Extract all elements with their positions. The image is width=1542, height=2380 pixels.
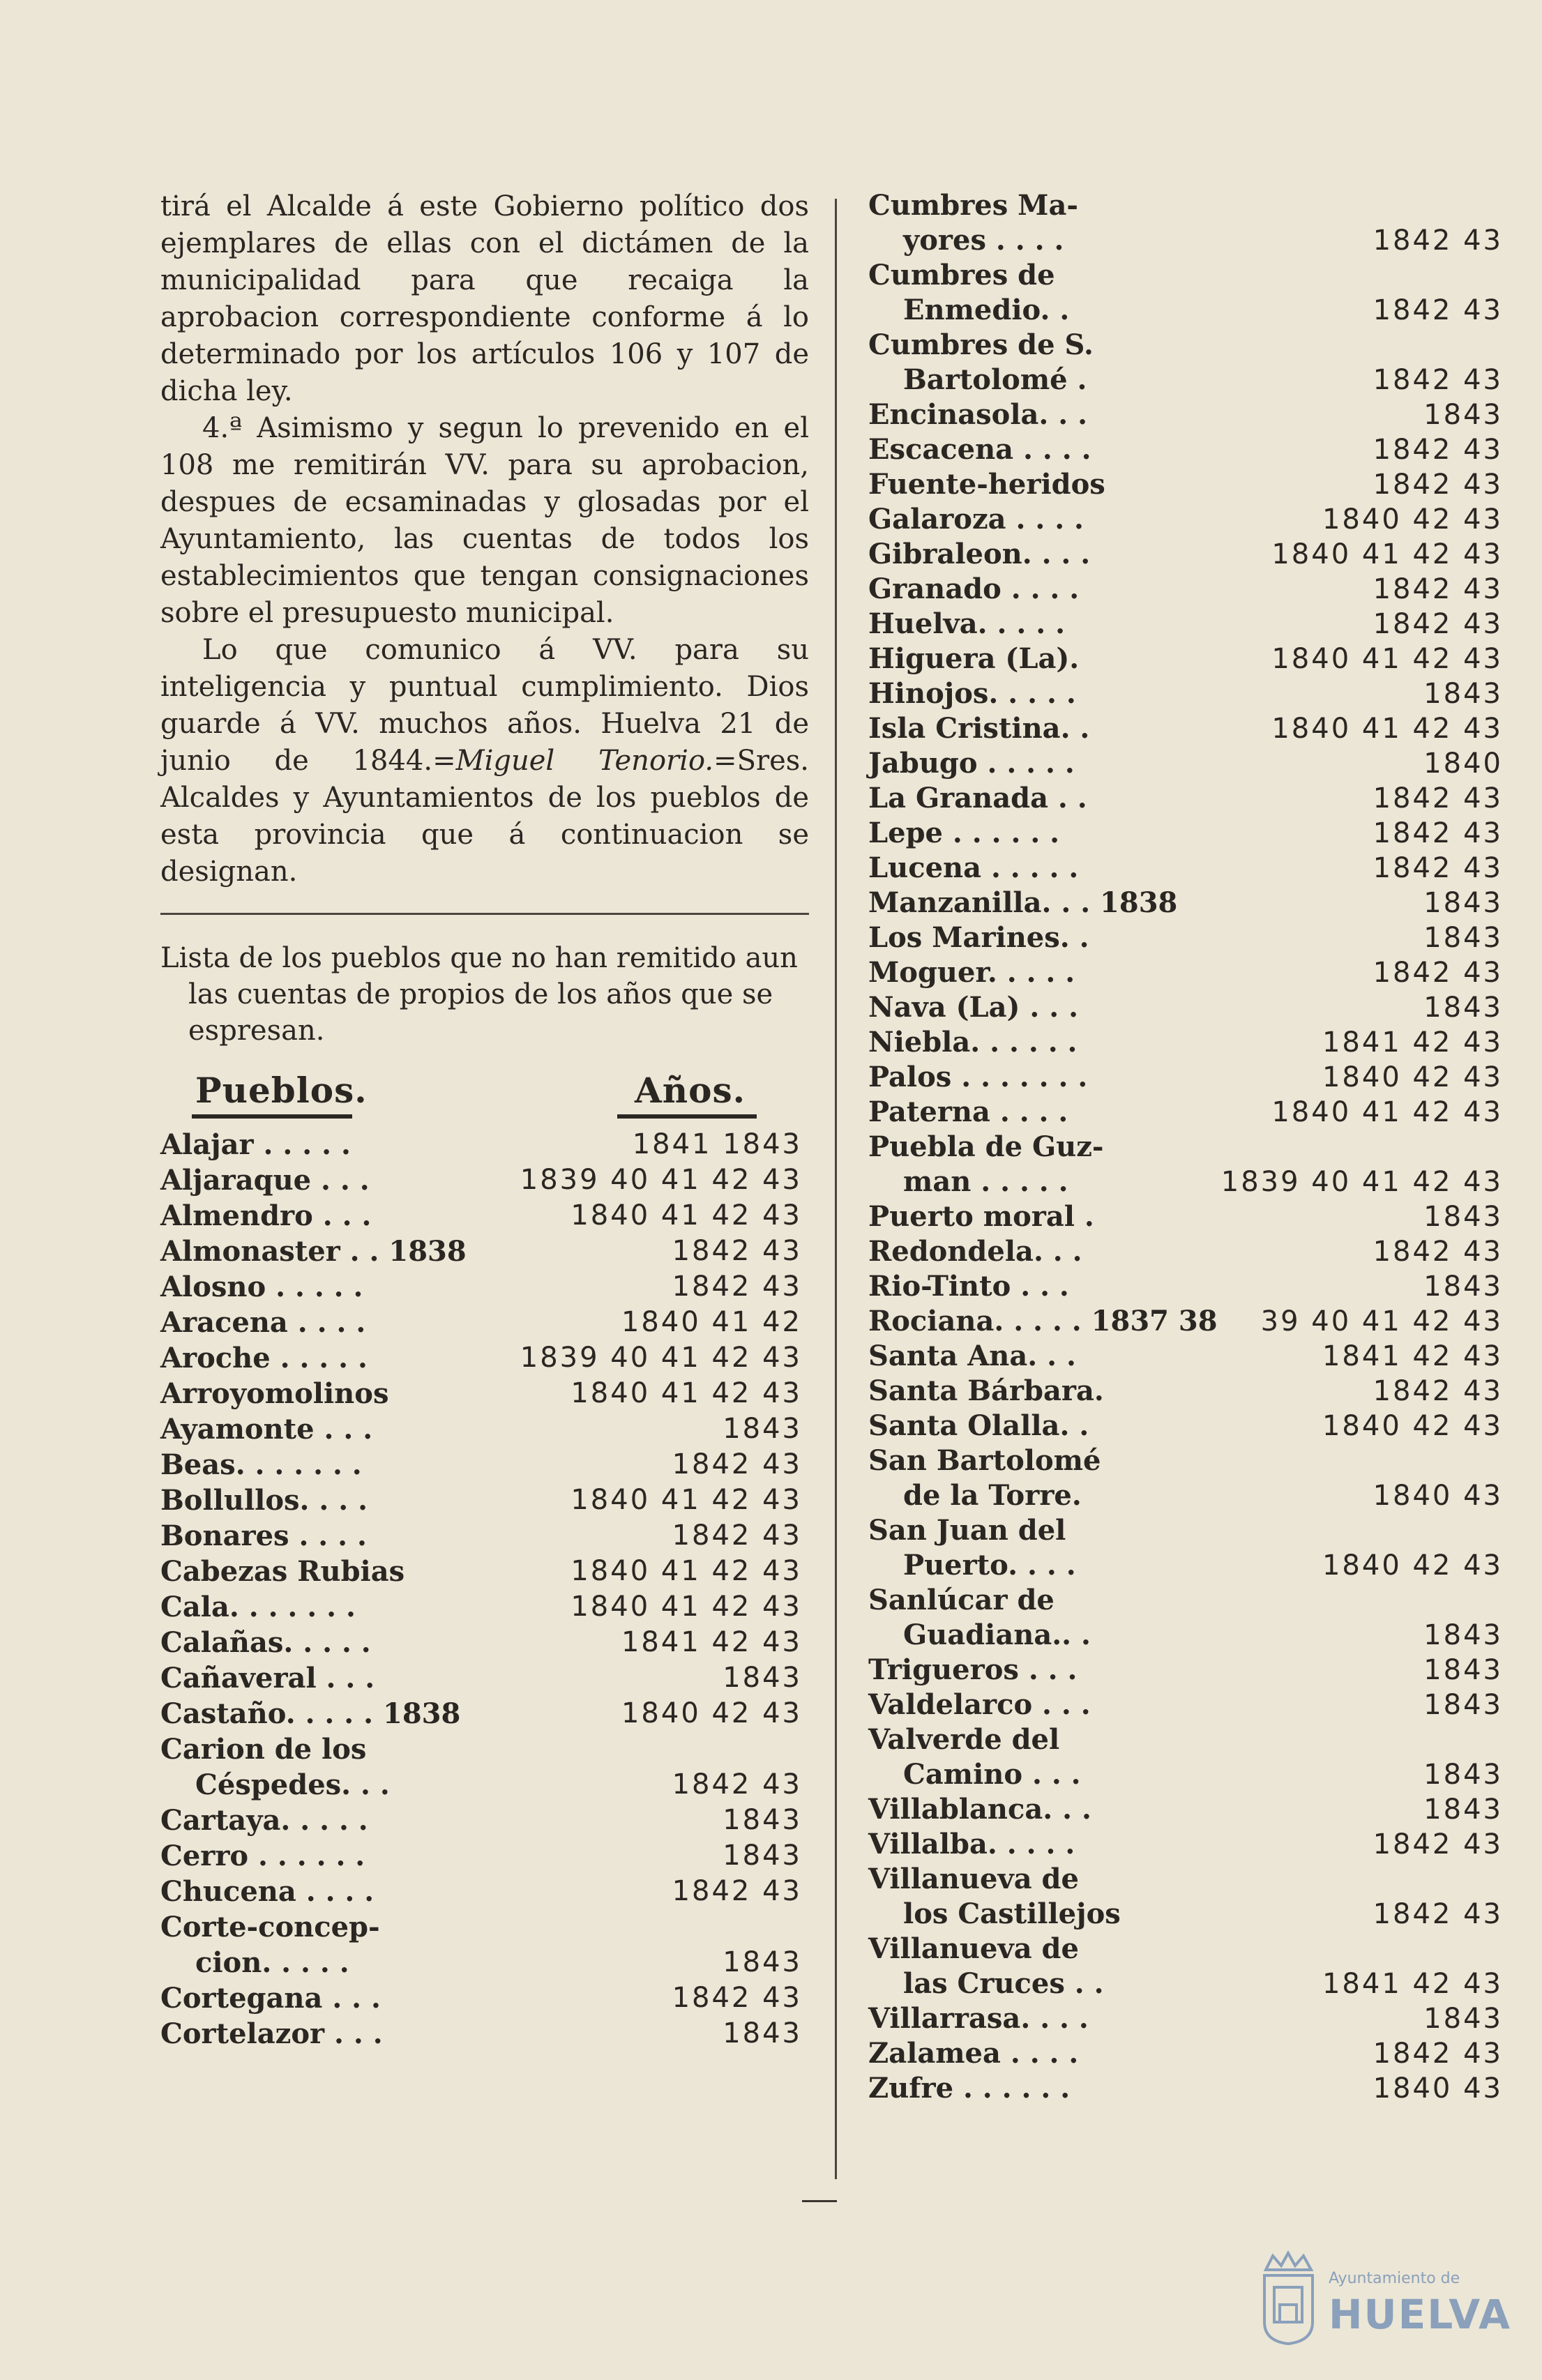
town-name: Rociana. . . . . 1837 38 bbox=[868, 1305, 1218, 1337]
table-row bbox=[868, 572, 1510, 607]
town-name: Villanueva de bbox=[868, 1863, 1079, 1895]
missing-years: 1842 43 bbox=[1373, 434, 1503, 466]
missing-years: 1840 43 bbox=[1373, 1480, 1503, 1512]
missing-years: 1843 bbox=[723, 1804, 802, 1836]
town-name: Ayamonte . . . bbox=[160, 1413, 373, 1446]
table-row bbox=[868, 502, 1510, 537]
missing-years: 1842 43 bbox=[672, 1768, 802, 1801]
town-name: Castaño. . . . . 1838 bbox=[160, 1697, 461, 1730]
table-row bbox=[160, 1980, 809, 2016]
missing-years: 1843 bbox=[1423, 399, 1503, 431]
missing-years: 1840 42 43 bbox=[1322, 1410, 1503, 1442]
table-row bbox=[868, 1339, 1510, 1374]
missing-years: 1842 43 bbox=[1373, 573, 1503, 605]
right-town-list bbox=[868, 188, 1510, 2106]
table-row bbox=[160, 1589, 809, 1625]
town-name: Alajar . . . . . bbox=[160, 1128, 351, 1161]
paragraph-3 bbox=[160, 632, 809, 890]
missing-years: 39 40 41 42 43 bbox=[1260, 1305, 1503, 1337]
town-name: Villalba. . . . . bbox=[868, 1828, 1075, 1860]
missing-years: 1843 bbox=[1423, 1759, 1503, 1791]
town-name: Encinasola. . . bbox=[868, 398, 1088, 431]
missing-years: 1843 bbox=[723, 1413, 802, 1445]
town-name: Puerto moral . bbox=[868, 1200, 1094, 1233]
table-row bbox=[868, 1618, 1510, 1653]
town-name: Valdelarco . . . bbox=[868, 1688, 1091, 1721]
town-name: Aljaraque . . . bbox=[160, 1164, 370, 1197]
table-row bbox=[160, 1803, 809, 1838]
table-row bbox=[868, 1757, 1510, 1792]
missing-years: 1839 40 41 42 43 bbox=[520, 1342, 802, 1374]
town-name: Zalamea . . . . bbox=[868, 2037, 1079, 2070]
table-row bbox=[868, 1548, 1510, 1583]
missing-years: 1843 bbox=[1423, 2003, 1503, 2035]
town-name: Aroche . . . . . bbox=[160, 1342, 368, 1374]
missing-years: 1842 43 bbox=[1373, 469, 1503, 501]
town-name: Galaroza . . . . bbox=[868, 503, 1084, 536]
missing-years: 1843 bbox=[1423, 1271, 1503, 1303]
missing-years: 1842 43 bbox=[1373, 1828, 1503, 1860]
missing-years: 1843 bbox=[723, 1946, 802, 1978]
missing-years: 1840 42 43 bbox=[1322, 1549, 1503, 1582]
town-name: Cañaveral . . . bbox=[160, 1662, 375, 1695]
table-row bbox=[868, 1722, 1510, 1757]
missing-years: 1840 41 42 43 bbox=[570, 1555, 802, 1587]
table-row bbox=[160, 1162, 809, 1198]
table-row bbox=[868, 676, 1510, 711]
header-anos-underline bbox=[617, 1114, 757, 1119]
missing-years: 1840 43 bbox=[1373, 2072, 1503, 2105]
missing-years: 1842 43 bbox=[1373, 1898, 1503, 1930]
town-name: man . . . . . bbox=[903, 1165, 1068, 1198]
missing-years: 1843 bbox=[1423, 1794, 1503, 1826]
closing-text: =Sres. Alcaldes y Ayuntamientos de los pueblos de esta provincia que á continuacion se designan. bbox=[160, 745, 809, 888]
missing-years: 1840 42 43 bbox=[1322, 1061, 1503, 1093]
table-row bbox=[868, 328, 1510, 363]
town-name: Trigueros . . . bbox=[868, 1653, 1078, 1686]
table-header bbox=[160, 1056, 809, 1119]
town-name: Calañas. . . . . bbox=[160, 1626, 371, 1659]
table-row bbox=[868, 1304, 1510, 1339]
town-name: Rio-Tinto . . . bbox=[868, 1270, 1069, 1303]
paragraph-3-text: Lo que comunico á VV. para su inteligencia y puntual cumplimiento. Dios guarde á VV. muchos años. Huelva 21 de junio de 1844.= bbox=[160, 634, 809, 777]
town-name: San Juan del bbox=[868, 1514, 1066, 1547]
table-row bbox=[868, 363, 1510, 397]
table-row bbox=[868, 223, 1510, 258]
table-row bbox=[160, 1660, 809, 1696]
missing-years: 1840 42 43 bbox=[621, 1697, 802, 1729]
missing-years: 1842 43 bbox=[1373, 294, 1503, 326]
town-name: Aracena . . . . bbox=[160, 1306, 366, 1339]
table-row bbox=[868, 1234, 1510, 1269]
town-name: Palos . . . . . . . bbox=[868, 1061, 1088, 1093]
town-name: Puerto. . . . bbox=[903, 1549, 1076, 1582]
town-name: La Granada . . bbox=[868, 782, 1087, 814]
town-name: Puebla de Guz- bbox=[868, 1130, 1104, 1163]
town-name: San Bartolomé bbox=[868, 1444, 1101, 1477]
missing-years: 1843 bbox=[1423, 678, 1503, 710]
table-row bbox=[868, 188, 1510, 223]
table-row bbox=[868, 1688, 1510, 1722]
table-row bbox=[160, 1696, 809, 1731]
town-name: Lepe . . . . . . bbox=[868, 817, 1060, 849]
table-row bbox=[868, 990, 1510, 1025]
town-name: Bonares . . . . bbox=[160, 1519, 367, 1552]
town-name: Carion de los bbox=[160, 1733, 367, 1766]
town-name: cion. . . . . bbox=[195, 1946, 349, 1979]
missing-years: 1842 43 bbox=[1373, 817, 1503, 849]
town-name: Villanueva de bbox=[868, 1932, 1079, 1965]
archive-watermark bbox=[1259, 2242, 1512, 2357]
table-row bbox=[160, 1874, 809, 1909]
table-row bbox=[868, 1095, 1510, 1130]
town-name: Cartaya. . . . . bbox=[160, 1804, 368, 1837]
town-name: Alosno . . . . . bbox=[160, 1271, 363, 1303]
missing-years: 1841 42 43 bbox=[1322, 1026, 1503, 1059]
missing-years: 1841 1843 bbox=[632, 1128, 802, 1160]
table-row bbox=[868, 2001, 1510, 2036]
town-name: las Cruces . . bbox=[903, 1967, 1104, 2000]
missing-years: 1840 bbox=[1423, 748, 1503, 780]
town-name: Santa Bárbara. bbox=[868, 1374, 1104, 1407]
town-name: Moguer. . . . . bbox=[868, 956, 1075, 989]
town-name: Los Marines. . bbox=[868, 921, 1089, 954]
town-name: yores . . . . bbox=[903, 224, 1064, 257]
paragraph-2 bbox=[160, 410, 809, 632]
column-divider bbox=[835, 199, 837, 2179]
town-name: Sanlúcar de bbox=[868, 1584, 1055, 1616]
table-row bbox=[160, 1625, 809, 1660]
missing-years: 1839 40 41 42 43 bbox=[520, 1164, 802, 1196]
town-name: Manzanilla. . . 1838 bbox=[868, 886, 1178, 919]
town-name: Bollullos. . . . bbox=[160, 1484, 368, 1517]
table-row bbox=[868, 432, 1510, 467]
town-name: Redondela. . . bbox=[868, 1235, 1082, 1268]
missing-years: 1840 41 42 43 bbox=[570, 1377, 802, 1409]
town-name: Camino . . . bbox=[903, 1758, 1081, 1791]
table-row bbox=[160, 1447, 809, 1483]
town-name: Cerro . . . . . . bbox=[160, 1840, 365, 1872]
table-row bbox=[868, 467, 1510, 502]
table-row bbox=[868, 1478, 1510, 1513]
table-row bbox=[160, 1127, 809, 1162]
missing-years: 1842 43 bbox=[1373, 957, 1503, 989]
section-divider bbox=[160, 913, 809, 915]
table-row bbox=[868, 816, 1510, 851]
missing-years: 1843 bbox=[1423, 1689, 1503, 1721]
town-name: Granado . . . . bbox=[868, 573, 1080, 605]
table-row bbox=[868, 642, 1510, 676]
table-row bbox=[868, 293, 1510, 328]
town-name: Cumbres Ma- bbox=[868, 189, 1078, 222]
table-row bbox=[868, 1827, 1510, 1862]
missing-years: 1843 bbox=[1423, 992, 1503, 1024]
table-row bbox=[160, 1483, 809, 1518]
town-name: Cumbres de S. bbox=[868, 328, 1094, 361]
table-row bbox=[868, 1409, 1510, 1443]
table-row bbox=[868, 746, 1510, 781]
table-row bbox=[160, 1376, 809, 1411]
missing-years: 1840 41 42 43 bbox=[570, 1484, 802, 1516]
missing-years: 1840 41 42 43 bbox=[1271, 538, 1503, 570]
table-row bbox=[868, 1130, 1510, 1165]
table-row bbox=[868, 886, 1510, 920]
town-name: Guadiana.. . bbox=[903, 1619, 1091, 1651]
missing-years: 1843 bbox=[1423, 1201, 1503, 1233]
table-row bbox=[868, 537, 1510, 572]
missing-years: 1842 43 bbox=[1373, 225, 1503, 257]
town-name: Hinojos. . . . . bbox=[868, 677, 1076, 710]
table-row bbox=[868, 1443, 1510, 1478]
missing-years: 1843 bbox=[1423, 1654, 1503, 1686]
town-name: Villablanca. . . bbox=[868, 1793, 1091, 1826]
town-name: Lucena . . . . . bbox=[868, 851, 1079, 884]
missing-years: 1842 43 bbox=[1373, 2038, 1503, 2070]
table-row bbox=[868, 1932, 1510, 1966]
list-title: Lista de los pueblos que no han remitido aun las cuentas de propios de los años que se espresan. bbox=[160, 942, 798, 1047]
missing-years: 1840 41 42 43 bbox=[1271, 643, 1503, 675]
missing-years: 1842 43 bbox=[672, 1875, 802, 1907]
table-row bbox=[160, 1305, 809, 1340]
town-name: Cabezas Rubias bbox=[160, 1555, 405, 1588]
town-name: Corte-concep- bbox=[160, 1911, 380, 1943]
town-name: Cumbres de bbox=[868, 259, 1055, 291]
table-row bbox=[868, 851, 1510, 886]
town-name: Bartolomé . bbox=[903, 363, 1087, 396]
missing-years: 1842 43 bbox=[672, 1982, 802, 2014]
table-row bbox=[160, 1198, 809, 1234]
table-row bbox=[868, 955, 1510, 990]
table-row bbox=[868, 258, 1510, 293]
missing-years: 1842 43 bbox=[672, 1519, 802, 1552]
missing-years: 1841 42 43 bbox=[1322, 1340, 1503, 1372]
table-row bbox=[868, 1653, 1510, 1688]
header-pueblos-underline bbox=[192, 1114, 352, 1119]
town-name: Valverde del bbox=[868, 1723, 1060, 1756]
table-row bbox=[868, 1269, 1510, 1304]
table-row bbox=[160, 1411, 809, 1447]
town-name: Zufre . . . . . . bbox=[868, 2072, 1071, 2105]
left-town-list bbox=[160, 1127, 809, 2052]
table-row bbox=[868, 1583, 1510, 1618]
town-name: Arroyomolinos bbox=[160, 1377, 389, 1410]
table-row bbox=[868, 1792, 1510, 1827]
table-row bbox=[868, 1025, 1510, 1060]
header-pueblos: Pueblos. bbox=[195, 1070, 368, 1111]
table-row bbox=[868, 1060, 1510, 1095]
missing-years: 1843 bbox=[1423, 887, 1503, 919]
table-row bbox=[868, 1862, 1510, 1897]
table-row bbox=[160, 1838, 809, 1874]
table-row bbox=[160, 1234, 809, 1269]
town-name: Santa Olalla. . bbox=[868, 1409, 1089, 1442]
coat-of-arms-icon bbox=[1259, 2249, 1318, 2347]
town-name: de la Torre. bbox=[903, 1479, 1082, 1512]
paragraph-2-text: 4.ª Asimismo y segun lo prevenido en el 108 me remitirán VV. para su aprobacion, despues de ecsaminadas y glosadas por el Ayuntamiento, las cuentas de todos los establecimientos que tengan consignaciones sobre el presupuesto municipal. bbox=[160, 412, 809, 629]
town-name: Céspedes. . . bbox=[195, 1768, 390, 1801]
missing-years: 1840 41 42 43 bbox=[570, 1199, 802, 1231]
missing-years: 1842 43 bbox=[1373, 1375, 1503, 1407]
missing-years: 1841 42 43 bbox=[1322, 1968, 1503, 2000]
missing-years: 1842 43 bbox=[672, 1235, 802, 1267]
table-row bbox=[160, 1945, 809, 1980]
missing-years: 1839 40 41 42 43 bbox=[1220, 1166, 1503, 1198]
paragraph-1: tirá el Alcalde á este Gobierno político dos ejemplares de ellas con el dictámen de la municipalidad para que recaiga la aprobacion correspondiente conforme á lo determinado por los artículos 106 y 107 de dicha ley. bbox=[160, 190, 809, 407]
town-name: Almendro . . . bbox=[160, 1199, 372, 1232]
table-row bbox=[868, 607, 1510, 642]
missing-years: 1840 41 42 bbox=[621, 1306, 802, 1338]
town-name: Fuente-heridos bbox=[868, 468, 1105, 501]
missing-years: 1842 43 bbox=[1373, 608, 1503, 640]
table-row bbox=[868, 1966, 1510, 2001]
missing-years: 1842 43 bbox=[672, 1271, 802, 1303]
table-row bbox=[868, 1374, 1510, 1409]
missing-years: 1841 42 43 bbox=[621, 1626, 802, 1658]
missing-years: 1843 bbox=[723, 1840, 802, 1872]
missing-years: 1840 41 42 43 bbox=[1271, 713, 1503, 745]
header-anos: Años. bbox=[635, 1070, 746, 1111]
town-name: Almonaster . . 1838 bbox=[160, 1235, 467, 1268]
table-row bbox=[868, 397, 1510, 432]
watermark-big-text: HUELVA bbox=[1329, 2291, 1512, 2338]
town-name: Cala. . . . . . . bbox=[160, 1591, 356, 1623]
town-name: Enmedio. . bbox=[903, 294, 1070, 326]
table-row bbox=[160, 2016, 809, 2052]
town-name: Santa Ana. . . bbox=[868, 1340, 1076, 1372]
town-name: Paterna . . . . bbox=[868, 1096, 1068, 1128]
missing-years: 1842 43 bbox=[1373, 782, 1503, 814]
table-row bbox=[868, 1165, 1510, 1199]
table-row bbox=[868, 711, 1510, 746]
town-name: Cortegana . . . bbox=[160, 1982, 381, 2015]
footer-dash bbox=[802, 2200, 837, 2202]
right-column bbox=[868, 188, 1510, 2106]
town-name: Huelva. . . . . bbox=[868, 607, 1066, 640]
table-row bbox=[160, 1767, 809, 1803]
missing-years: 1840 41 42 43 bbox=[1271, 1096, 1503, 1128]
town-name: los Castillejos bbox=[903, 1897, 1121, 1930]
table-row bbox=[160, 1909, 809, 1945]
missing-years: 1842 43 bbox=[672, 1448, 802, 1480]
left-column bbox=[160, 188, 809, 2052]
table-row bbox=[868, 1199, 1510, 1234]
missing-years: 1843 bbox=[1423, 1619, 1503, 1651]
table-row bbox=[160, 1269, 809, 1305]
town-name: Beas. . . . . . . bbox=[160, 1448, 362, 1481]
missing-years: 1842 43 bbox=[1373, 364, 1503, 396]
missing-years: 1842 43 bbox=[1373, 1236, 1503, 1268]
town-name: Escacena . . . . bbox=[868, 433, 1091, 466]
signature: Miguel Tenorio. bbox=[455, 745, 714, 777]
town-name: Higuera (La). bbox=[868, 642, 1080, 675]
town-name: Gibraleon. . . . bbox=[868, 538, 1091, 570]
table-row bbox=[160, 1340, 809, 1376]
table-row bbox=[868, 1897, 1510, 1932]
town-name: Nava (La) . . . bbox=[868, 991, 1079, 1024]
missing-years: 1843 bbox=[723, 2017, 802, 2049]
table-row bbox=[868, 920, 1510, 955]
table-row bbox=[868, 2071, 1510, 2106]
town-name: Villarrasa. . . . bbox=[868, 2002, 1089, 2035]
table-row bbox=[160, 1518, 809, 1554]
town-name: Isla Cristina. . bbox=[868, 712, 1090, 745]
table-row bbox=[868, 1513, 1510, 1548]
town-name: Cortelazor . . . bbox=[160, 2017, 383, 2050]
missing-years: 1843 bbox=[1423, 922, 1503, 954]
town-name: Jabugo . . . . . bbox=[868, 747, 1075, 780]
town-name: Niebla. . . . . . bbox=[868, 1026, 1078, 1059]
missing-years: 1840 41 42 43 bbox=[570, 1591, 802, 1623]
missing-years: 1840 42 43 bbox=[1322, 503, 1503, 536]
missing-years: 1842 43 bbox=[1373, 852, 1503, 884]
table-row bbox=[160, 1554, 809, 1589]
watermark-small-text: Ayuntamiento de bbox=[1329, 2270, 1460, 2287]
table-row bbox=[160, 1731, 809, 1767]
table-row bbox=[868, 781, 1510, 816]
missing-years: 1843 bbox=[723, 1662, 802, 1694]
table-row bbox=[868, 2036, 1510, 2071]
town-name: Chucena . . . . bbox=[160, 1875, 375, 1908]
